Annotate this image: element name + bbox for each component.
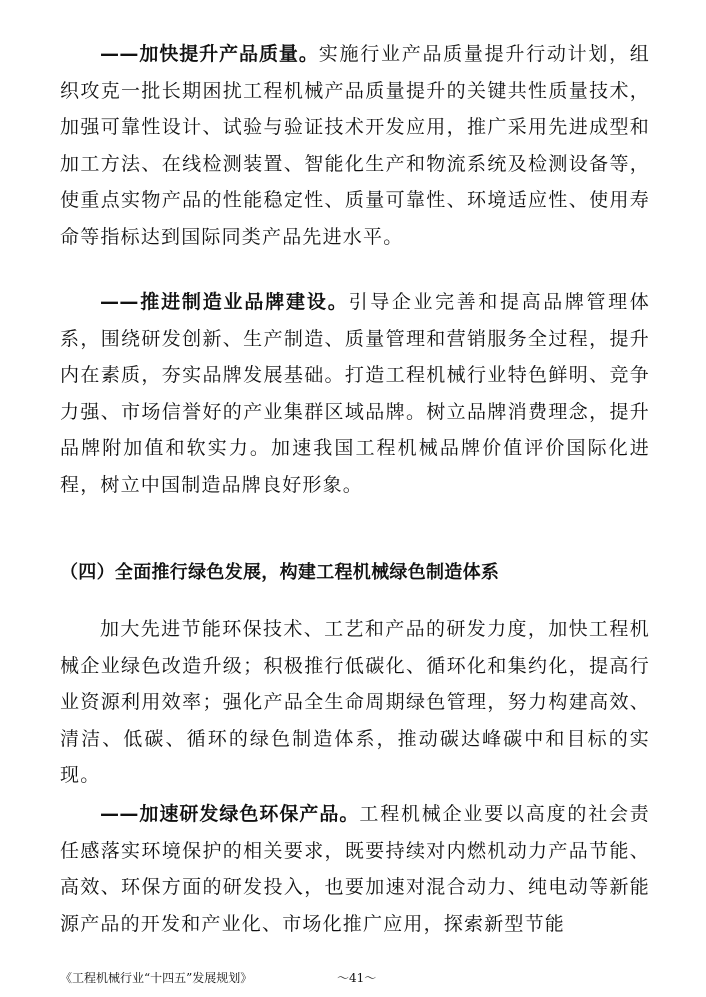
paragraph-product-quality xyxy=(60,36,650,256)
paragraph-lead: ——推进制造业品牌建设。 xyxy=(100,291,349,313)
footer-page-number: ～41～ xyxy=(337,971,377,985)
section-heading: （四）全面推行绿色发展，构建工程机械绿色制造体系 xyxy=(60,562,500,583)
paragraph-body: 引导企业完善和提高品牌管理体系，围绕研发创新、生产制造、质量管理和营销服务全过程，提升内在素质，夯实品牌发展基础。打造工程机械行业特色鲜明、竞争力强、市场信誉好的产业集群区域品牌。树立品牌消费理念，提升品牌附加值和软实力。加速我国工程机械品牌价值评价国际化进程，树立中国制造品牌良好形象。 xyxy=(60,291,650,496)
paragraph-green-products xyxy=(60,796,650,942)
paragraph-lead: ——加速研发绿色环保产品。 xyxy=(100,803,360,825)
paragraph-body: 工程机械企业要以高度的社会责任感落实环境保护的相关要求，既要持续对内燃机动力产品节能、高效、环保方面的研发投入，也要加速对混合动力、纯电动等新能源产品的开发和产业化、市场化推广应用，探索新型节能 xyxy=(60,803,650,935)
paragraph-lead: ——加快提升产品质量。 xyxy=(100,43,319,65)
paragraph-brand-building xyxy=(60,284,650,504)
paragraph-body: 加大先进节能环保技术、工艺和产品的研发力度，加快工程机械企业绿色改造升级；积极推行低碳化、循环化和集约化，提高行业资源利用效率；强化产品全生命周期绿色管理，努力构建高效、清洁、低碳、循环的绿色制造体系，推动碳达峰碳中和目标的实现。 xyxy=(60,618,650,787)
footer-document-title: 《工程机械行业“十四五”发展规划》 xyxy=(60,971,253,985)
paragraph-green-intro xyxy=(60,611,650,794)
paragraph-body: 实施行业产品质量提升行动计划，组织攻克一批长期困扰工程机械产品质量提升的关键共性质量技术，加强可靠性设计、试验与验证技术开发应用，推广采用先进成型和加工方法、在线检测装置、智能化生产和物流系统及检测设备等，使重点实物产品的性能稳定性、质量可靠性、环境适应性、使用寿命等指标达到国际同类产品先进水平。 xyxy=(60,43,651,248)
